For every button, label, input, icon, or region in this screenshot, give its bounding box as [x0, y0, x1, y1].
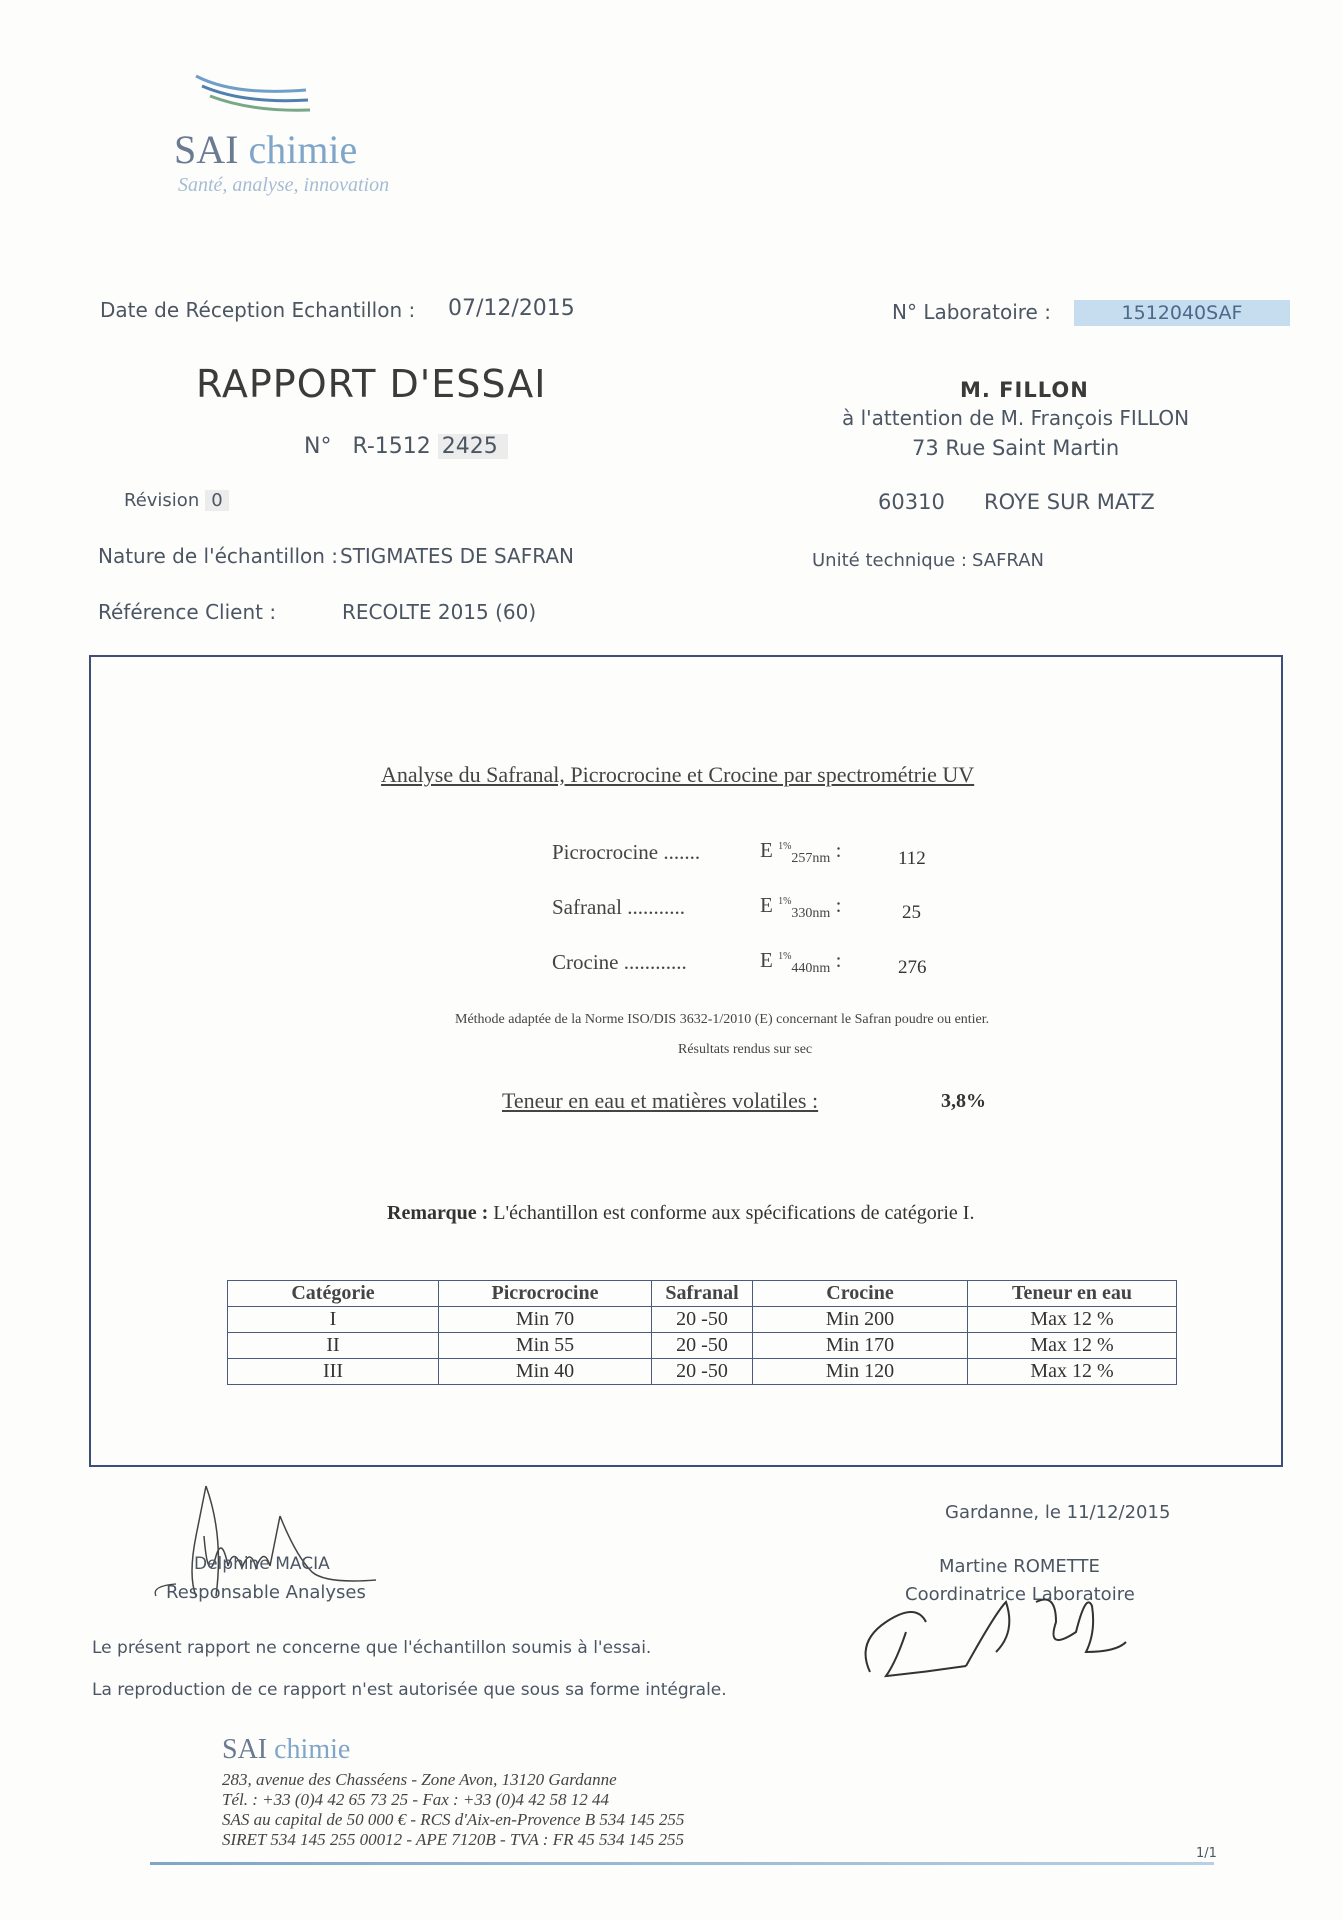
method-note: Méthode adaptée de la Norme ISO/DIS 3632-1/2010 (E) concernant le Safran poudre ou entier.: [455, 1012, 990, 1027]
signatory-left-role: Responsable Analyses: [166, 1582, 366, 1603]
table-cell: Min 40: [439, 1359, 652, 1385]
footer-phone: Tél. : +33 (0)4 42 65 73 25 - Fax : +33 (0)4 42 58 12 44: [222, 1790, 609, 1809]
page-number: 1/1: [1196, 1846, 1217, 1861]
client-ref-value: RECOLTE 2015 (60): [342, 600, 537, 624]
table-cell: Max 12 %: [968, 1333, 1177, 1359]
reception-label: Date de Réception Echantillon :: [100, 298, 416, 322]
result-label-safranal: Safranal ...........: [552, 895, 685, 919]
table-cell: Min 170: [753, 1333, 968, 1359]
table-row: [228, 1333, 1177, 1359]
dry-basis-note: Résultats rendus sur sec: [678, 1042, 813, 1057]
reception-date: 07/12/2015: [448, 296, 575, 321]
result-value-crocine: 276: [898, 957, 927, 978]
report-title: RAPPORT D'ESSAI: [196, 362, 547, 406]
lab-number-value: 1512040SAF: [1074, 300, 1290, 326]
table-cell: Min 120: [753, 1359, 968, 1385]
footer-divider: [150, 1862, 1214, 1865]
result-unit-crocine: E $^{1\%}_{440nm}$ :: [760, 948, 842, 977]
logo-tagline: Santé, analyse, innovation: [178, 174, 390, 196]
table-cell: II: [228, 1333, 439, 1359]
result-unit-safranal: E $^{1\%}_{330nm}$ :: [760, 893, 842, 922]
table-cell: 20 -50: [652, 1307, 753, 1333]
signatory-right-role: Coordinatrice Laboratoire: [905, 1584, 1135, 1605]
report-number: N° R-1512 2425: [304, 434, 508, 459]
result-value-safranal: 25: [902, 902, 921, 923]
table-cell: I: [228, 1307, 439, 1333]
result-unit-picrocrocine: E $^{1\%}_{257nm}$ :: [760, 838, 842, 867]
analysis-heading: Analyse du Safranal, Picrocrocine et Crocine par spectrométrie UV: [381, 762, 975, 787]
water-value: 3,8%: [941, 1090, 986, 1112]
result-value-picrocrocine: 112: [898, 848, 926, 869]
place-date: Gardanne, le 11/12/2015: [945, 1502, 1171, 1523]
signature-right-icon: [846, 1572, 1136, 1692]
disclaimer-line1: Le présent rapport ne concerne que l'échantillon soumis à l'essai.: [92, 1638, 652, 1658]
table-header: Crocine: [753, 1281, 968, 1307]
nature-value: STIGMATES DE SAFRAN: [340, 544, 574, 568]
table-header: Catégorie: [228, 1281, 439, 1307]
waves-logo-icon: [194, 70, 314, 120]
remark: Remarque : L'échantillon est conforme aux spécifications de catégorie I.: [387, 1202, 975, 1224]
table-header: Teneur en eau: [968, 1281, 1177, 1307]
nature-label: Nature de l'échantillon :: [98, 544, 339, 568]
table-cell: Min 55: [439, 1333, 652, 1359]
table-cell: Min 200: [753, 1307, 968, 1333]
table-cell: III: [228, 1359, 439, 1385]
table-header: Picrocrocine: [439, 1281, 652, 1307]
company-logo: [170, 70, 430, 220]
footer-legal: SAS au capital de 50 000 € - RCS d'Aix-en-Provence B 534 145 255: [222, 1810, 685, 1829]
table-cell: Max 12 %: [968, 1307, 1177, 1333]
client-postcode: 60310: [878, 490, 945, 514]
footer-company: SAI chimie: [222, 1734, 351, 1765]
signatory-left-name: Delphine MACIA: [194, 1554, 330, 1574]
category-table: [227, 1280, 1177, 1385]
table-header: Safranal: [652, 1281, 753, 1307]
footer-siret: SIRET 534 145 255 00012 - APE 7120B - TVA : FR 45 534 145 255: [222, 1830, 684, 1849]
table-cell: 20 -50: [652, 1359, 753, 1385]
table-header-row: [228, 1281, 1177, 1307]
client-city: ROYE SUR MATZ: [984, 490, 1155, 514]
result-label-crocine: Crocine ............: [552, 950, 687, 974]
client-attention: à l'attention de M. François FILLON: [842, 406, 1190, 430]
client-name: M. FILLON: [960, 378, 1089, 402]
result-label-picrocrocine: Picrocrocine .......: [552, 840, 701, 864]
client-street: 73 Rue Saint Martin: [912, 436, 1120, 460]
lab-number-label: N° Laboratoire :: [892, 300, 1051, 324]
unit-label: Unité technique :: [812, 550, 967, 571]
signatory-right-name: Martine ROMETTE: [939, 1556, 1100, 1577]
client-ref-label: Référence Client :: [98, 600, 277, 624]
footer-address: 283, avenue des Chasséens - Zone Avon, 13120 Gardanne: [222, 1770, 617, 1789]
table-cell: Max 12 %: [968, 1359, 1177, 1385]
unit-value: SAFRAN: [972, 550, 1044, 571]
revision: Révision 0: [124, 490, 229, 511]
logo-name: SAI chimie: [174, 127, 358, 172]
table-row: [228, 1307, 1177, 1333]
table-cell: Min 70: [439, 1307, 652, 1333]
table-cell: 20 -50: [652, 1333, 753, 1359]
disclaimer-line2: La reproduction de ce rapport n'est autorisée que sous sa forme intégrale.: [92, 1680, 727, 1700]
table-row: [228, 1359, 1177, 1385]
water-label: Teneur en eau et matières volatiles :: [502, 1088, 819, 1113]
